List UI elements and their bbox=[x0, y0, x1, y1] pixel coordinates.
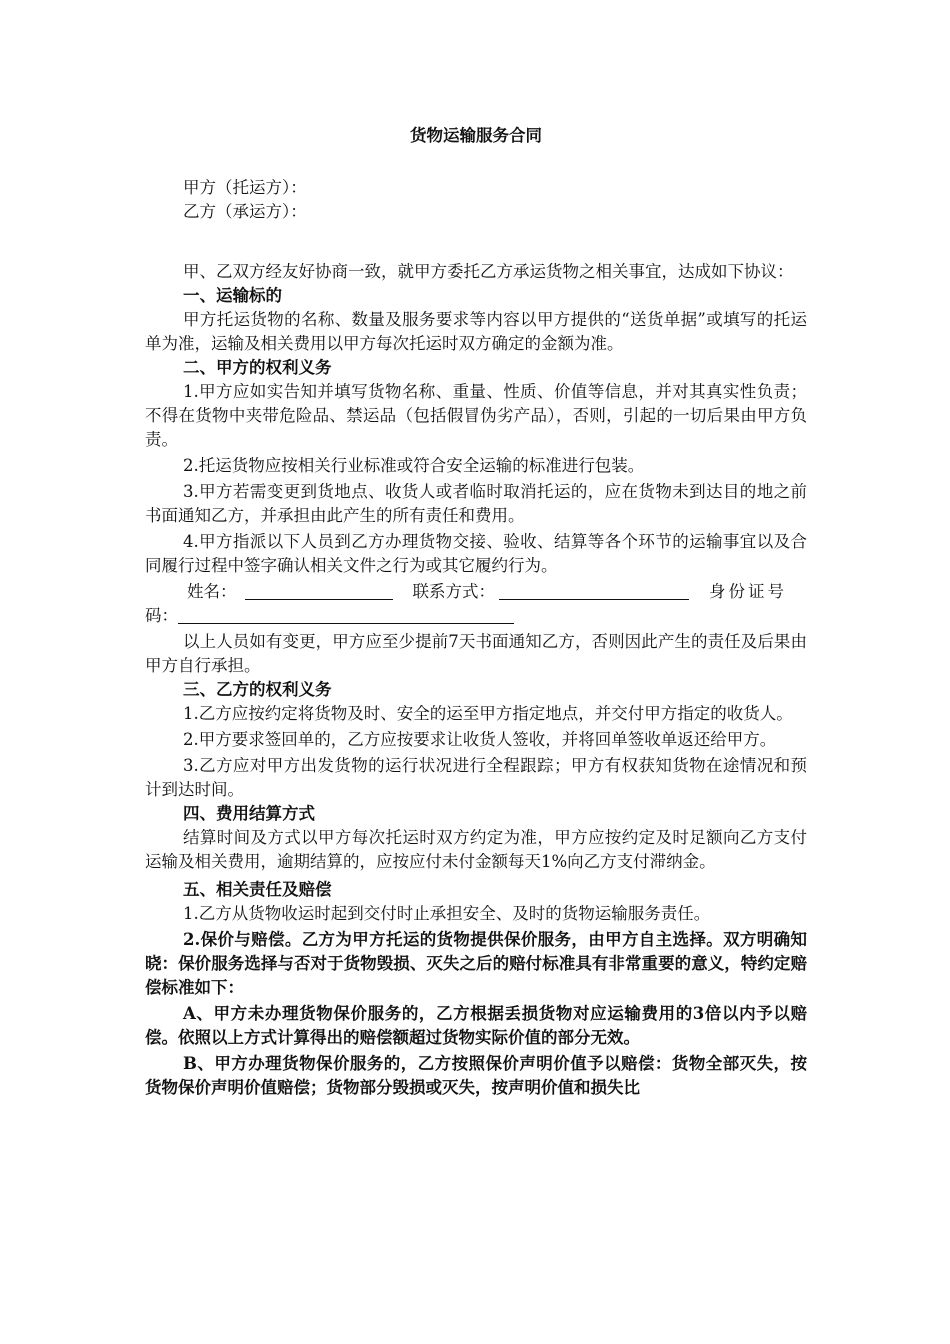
intro-paragraph: 甲、乙双方经友好协商一致，就甲方委托乙方承运货物之相关事宜，达成如下协议： bbox=[183, 262, 794, 281]
section-5-item-2: 2.保价与赔偿。乙方为甲方托运的货物提供保价服务，由甲方自主选择。双方明确知晓：保价服务选择与否对于货物毁损、灭失之后的赔付标准具有非常重要的意义，特约定赔偿标准如下： bbox=[145, 930, 807, 997]
contact-label: 联系方式： bbox=[412, 582, 495, 601]
name-blank[interactable] bbox=[245, 582, 393, 600]
section-5-item-a: A、甲方未办理货物保价服务的，乙方根据丢损货物对应运输费用的3倍以内予以赔偿。依照以上方式计算得出的赔偿额超过货物实际价值的部分无效。 bbox=[145, 1004, 807, 1047]
section-3-item-2: 2.甲方要求签回单的，乙方应按要求让收货人签收，并将回单签收单返还给甲方。 bbox=[183, 730, 777, 749]
section-4-paragraph: 结算时间及方式以甲方每次托运时双方约定为准，甲方应按约定及时足额向乙方支付运输及相关费用，逾期结算的，应按应付未付金额每天1%向乙方支付滞纳金。 bbox=[145, 828, 807, 871]
document-title: 货物运输服务合同 bbox=[410, 126, 542, 145]
section-3-item-3: 3.乙方应对甲方出发货物的运行状况进行全程跟踪；甲方有权获知货物在途情况和预计到达时间。 bbox=[145, 756, 807, 799]
section-2-item-5: 以上人员如有变更，甲方应至少提前7天书面通知乙方，否则因此产生的责任及后果由甲方自行承担。 bbox=[145, 632, 807, 675]
section-5-heading: 五、相关责任及赔偿 bbox=[183, 880, 332, 899]
contract-body bbox=[145, 124, 807, 1100]
spacer bbox=[145, 224, 807, 248]
id-label-cont: 码： bbox=[145, 606, 178, 625]
party-b-line: 乙方（承运方）： bbox=[183, 202, 307, 221]
section-2-item-2: 2.托运货物应按相关行业标准或符合安全运输的标准进行包装。 bbox=[183, 456, 645, 475]
contact-blank[interactable] bbox=[499, 582, 689, 600]
section-5-item-b: B、甲方办理货物保价服务的，乙方按照保价声明价值予以赔偿：货物全部灭失，按货物保价声明价值赔偿；货物部分毁损或灭失，按声明价值和损失比 bbox=[145, 1054, 807, 1097]
section-4-heading: 四、费用结算方式 bbox=[183, 804, 315, 823]
section-3-heading: 三、乙方的权利义务 bbox=[183, 680, 332, 699]
section-2-item-3: 3.甲方若需变更到货地点、收货人或者临时取消托运的，应在货物未到达目的地之前书面通知乙方，并承担由此产生的所有责任和费用。 bbox=[145, 482, 807, 525]
section-1-paragraph: 甲方托运货物的名称、数量及服务要求等内容以甲方提供的“送货单据”或填写的托运单为准，运输及相关费用以甲方每次托运时双方确定的金额为准。 bbox=[145, 310, 807, 353]
name-label: 姓名： bbox=[187, 582, 237, 601]
id-number-blank[interactable] bbox=[178, 606, 514, 624]
section-5-item-1: 1.乙方从货物收运时起到交付时止承担安全、及时的货物运输服务责任。 bbox=[183, 904, 711, 923]
section-2-item-1: 1.甲方应如实告知并填写货物名称、重量、性质、价值等信息，并对其真实性负责；不得在货物中夹带危险品、禁运品（包括假冒伪劣产品），否则，引起的一切后果由甲方负责。 bbox=[145, 382, 807, 449]
section-2-item-4: 4.甲方指派以下人员到乙方办理货物交接、验收、结算等各个环节的运输事宜以及合同履行过程中签字确认相关文件之行为或其它履约行为。 bbox=[145, 532, 807, 575]
id-label: 身份证号 bbox=[709, 582, 787, 601]
section-3-item-1: 1.乙方应按约定将货物及时、安全的运至甲方指定地点，并交付甲方指定的收货人。 bbox=[183, 704, 793, 723]
contact-fill-line bbox=[145, 580, 807, 604]
party-a-line: 甲方（托运方）： bbox=[183, 178, 307, 197]
section-1-heading: 一、运输标的 bbox=[183, 286, 282, 305]
section-2-heading: 二、甲方的权利义务 bbox=[183, 358, 332, 377]
id-fill-line bbox=[145, 604, 807, 628]
